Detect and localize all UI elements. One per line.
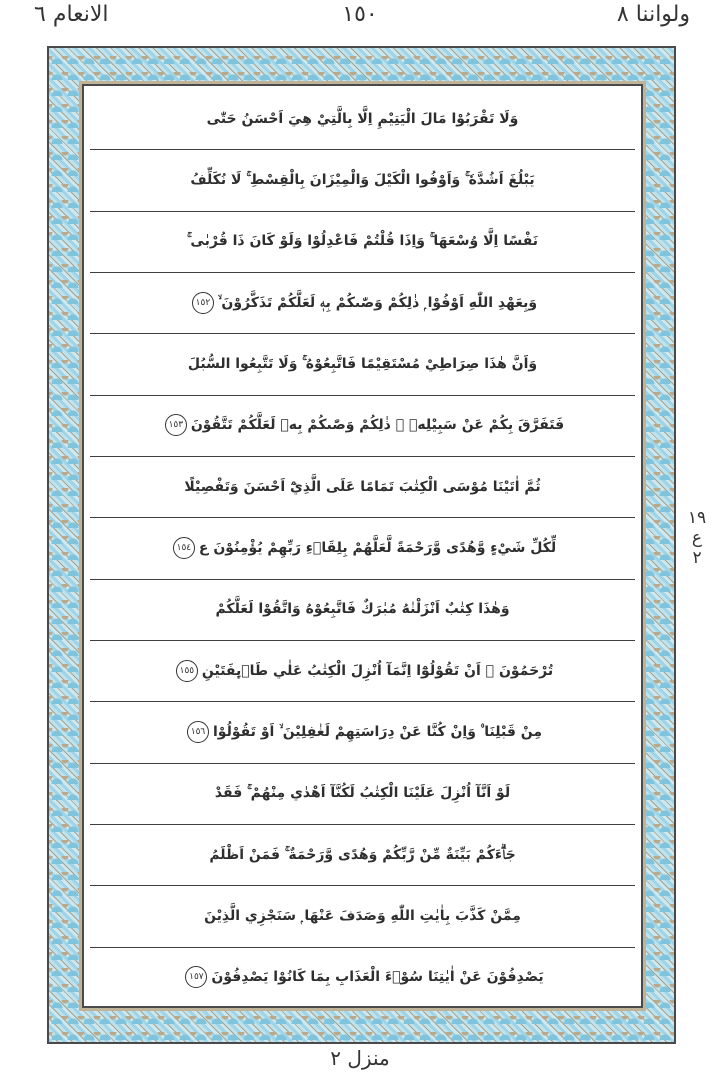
manzil-label: منزل ٢ bbox=[330, 1046, 390, 1070]
verse-line bbox=[90, 579, 635, 641]
verse-line bbox=[90, 211, 635, 273]
verse-text: وَاَنَّ هٰذَا صِرَاطِيْ مُسْتَقِيْمًا فَاتَّبِعُوْهُ ۚ وَلَا تَتَّبِعُوا السُّبُلَ bbox=[187, 355, 538, 372]
verse-text: فَتَفَرَّقَ بِكُمْ عَنْ سَبِيْلِهٖ ۭ ذٰلِكُمْ وَصّٰىكُمْ بِهٖ لَعَلَّكُمْ تَتَّقُوْنَ bbox=[190, 417, 565, 434]
verse-line bbox=[90, 885, 635, 947]
ayah-number-marker: ١٥٣ bbox=[165, 414, 187, 436]
verse-text: نَفْسًا اِلَّا وُسْعَهَا ۚ وَاِذَا قُلْتُمْ فَاعْدِلُوْا وَلَوْ كَانَ ذَا قُرْبٰى ۚ bbox=[186, 233, 539, 250]
verse-line bbox=[90, 763, 635, 825]
verse-line bbox=[90, 456, 635, 518]
verse-line bbox=[90, 333, 635, 395]
page-header bbox=[0, 0, 720, 46]
verse-text: يَبْلُغَ اَشُدَّهٗ ۚ وَاَوْفُوا الْكَيْلَ وَالْمِيْزَانَ بِالْقِسْطِ ۚ لَا نُكَلِّفُ bbox=[190, 171, 535, 188]
verse-line bbox=[90, 701, 635, 763]
ruku-symbol: ع bbox=[691, 528, 703, 548]
verse-text: وَلَا تَقْرَبُوْا مَالَ الْيَتِيْمِ اِلَّا بِالَّتِيْ هِيَ اَحْسَنُ حَتّٰى bbox=[206, 110, 519, 127]
verse-line bbox=[90, 517, 635, 579]
verse-line bbox=[90, 88, 635, 150]
page-number: ١٥٠ bbox=[342, 2, 378, 27]
ayah-number-marker: ١٥٥ bbox=[176, 660, 198, 682]
verse-line bbox=[90, 824, 635, 886]
verse-text: ثُمَّ اٰتَيْنَا مُوْسَى الْكِتٰبَ تَمَامًا عَلَى الَّذِيْٓ اَحْسَنَ وَتَفْصِيْلًا bbox=[184, 478, 541, 495]
verse-text: يَصْدِفُوْنَ عَنْ اٰيٰتِنَا سُوْۗءَ الْعَذَابِ بِمَا كَانُوْا يَصْدِفُوْنَ bbox=[211, 969, 544, 986]
ornamental-frame bbox=[47, 46, 676, 1044]
verse-text: وَهٰذَا كِتٰبٌ اَنْزَلْنٰهُ مُبٰرَكٌ فَاتَّبِعُوْهُ وَاتَّقُوْا لَعَلَّكُمْ bbox=[215, 601, 510, 618]
ayah-number-marker: ١٥٦ bbox=[187, 721, 209, 743]
ruku-marker bbox=[682, 508, 712, 568]
verse-line bbox=[90, 149, 635, 211]
verse-line bbox=[90, 272, 635, 334]
verse-text: مِمَّنْ كَذَّبَ بِاٰيٰتِ اللّٰهِ وَصَدَفَ عَنْهَا ۭ سَنَجْزِي الَّذِيْنَ bbox=[204, 907, 521, 924]
ayah-number-marker: ١٥٧ bbox=[185, 966, 207, 988]
verse-line bbox=[90, 640, 635, 702]
ruku-number: ١٩ bbox=[687, 508, 707, 528]
surah-name: الانعام ٦ bbox=[34, 2, 109, 27]
ruku-count: ٢ bbox=[692, 548, 702, 568]
ayah-number-marker: ١٥٤ bbox=[173, 537, 195, 559]
verse-text: تُرْحَمُوْنَ ۙ اَنْ تَقُوْلُوْٓا اِنَّمَآ اُنْزِلَ الْكِتٰبُ عَلٰي طَاۗىِٕفَتَيْنِ bbox=[201, 662, 554, 679]
verse-lines bbox=[84, 86, 641, 1006]
verse-text: لِّكُلِّ شَيْءٍ وَّهُدًى وَّرَحْمَةً لَّعَلَّهُمْ بِلِقَاۗءِ رَبِّهِمْ يُؤْمِنُوْنَ ع bbox=[198, 539, 557, 556]
ayah-number-marker: ١٥٢ bbox=[192, 292, 214, 314]
verse-line bbox=[90, 947, 635, 1008]
para-name: ولواننا ٨ bbox=[616, 2, 690, 27]
text-panel bbox=[82, 84, 643, 1008]
verse-line bbox=[90, 395, 635, 457]
verse-text: لَوْ اَنَّآ اُنْزِلَ عَلَيْنَا الْكِتٰبُ لَكُنَّآ اَهْدٰي مِنْهُمْ ۚ فَقَدْ bbox=[214, 785, 511, 802]
verse-text: جَاۗءَكُمْ بَيِّنَةٌ مِّنْ رَّبِّكُمْ وَهُدًى وَّرَحْمَةٌ ۚ فَمَنْ اَظْلَمُ bbox=[209, 846, 516, 863]
verse-text: مِنْ قَبْلِنَا ۠ وَاِنْ كُنَّا عَنْ دِرَاسَتِهِمْ لَغٰفِلِيْنَ ۙ اَوْ تَقُوْلُوْا bbox=[213, 723, 543, 740]
verse-text: وَبِعَهْدِ اللّٰهِ اَوْفُوْا ۭ ذٰلِكُمْ وَصّٰىكُمْ بِهٖ لَعَلَّكُمْ تَذَكَّرُوْنَ ۙ bbox=[217, 294, 538, 311]
